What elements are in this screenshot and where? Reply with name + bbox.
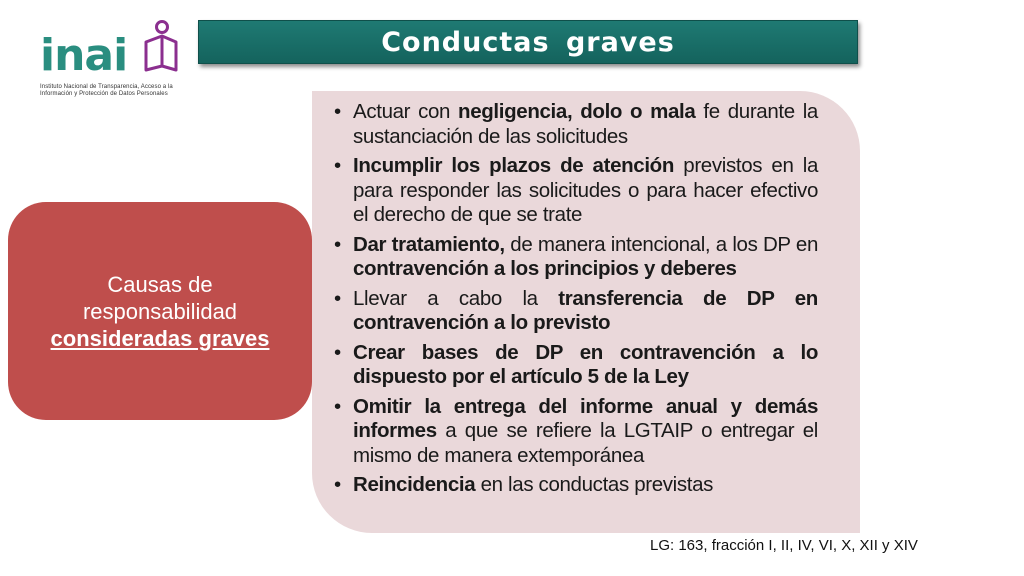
logo-wordmark: inai (40, 30, 128, 81)
inai-logo (36, 20, 196, 108)
bold-text: Omitir la entrega del informe anual y demás informes (353, 394, 818, 442)
bold-text: transferencia de DP en contravención a lo previsto (353, 286, 818, 334)
bold-text: contravención a los principios y deberes (353, 257, 737, 280)
logo-person-icon (140, 20, 180, 76)
list-item (334, 341, 818, 390)
text: Llevar a cabo la (353, 286, 559, 310)
list-item (334, 233, 818, 282)
list-item (334, 100, 818, 149)
cause-panel (8, 202, 312, 420)
bold-text: Dar tratamiento, (353, 232, 505, 256)
text: fe durante la sustanciación de las solicitudes (353, 100, 818, 148)
list-item (334, 287, 818, 336)
bullet-icon: • (334, 154, 341, 177)
logo-caption: Instituto Nacional de Transparencia, Acceso a la Información y Protección de Datos Personales (40, 84, 173, 97)
text: previstos en la para responder las solicitudes o para hacer efectivo el derecho de que se trate (353, 154, 818, 226)
text: en las conductas previstas (475, 473, 714, 496)
bold-text: Reincidencia (353, 473, 476, 496)
bullet-icon: • (334, 340, 341, 364)
title-bar (198, 20, 858, 64)
bold-text: Crear bases de DP en contravención a lo dispuesto por el artículo 5 de la Ley (353, 340, 818, 388)
cause-line-3: consideradas graves (50, 325, 270, 351)
bullet-icon: • (334, 100, 341, 123)
bullet-icon: • (334, 286, 341, 310)
legal-reference: LG: 163, fracción I, II, IV, VI, X, XII y XIV (650, 537, 918, 554)
text: Actuar con (353, 100, 459, 123)
bullet-icon: • (334, 394, 341, 418)
bullet-icon: • (334, 232, 341, 256)
bold-text: negligencia, dolo o mala (458, 100, 696, 123)
text: a que se refiere la LGTAIP o entregar el mismo de manera extemporánea (353, 419, 818, 467)
list-item (334, 154, 818, 228)
list-item (334, 395, 818, 469)
text: de manera intencional, a los DP en (504, 232, 818, 256)
bold-text: Incumplir los plazos de atención (353, 154, 675, 177)
conduct-list (334, 100, 818, 503)
cause-line-2: responsabilidad (82, 298, 238, 324)
list-item (334, 473, 818, 498)
bullet-icon: • (334, 473, 341, 496)
page-title: Conductas graves (381, 26, 675, 58)
cause-line-1: Causas de (107, 271, 213, 297)
